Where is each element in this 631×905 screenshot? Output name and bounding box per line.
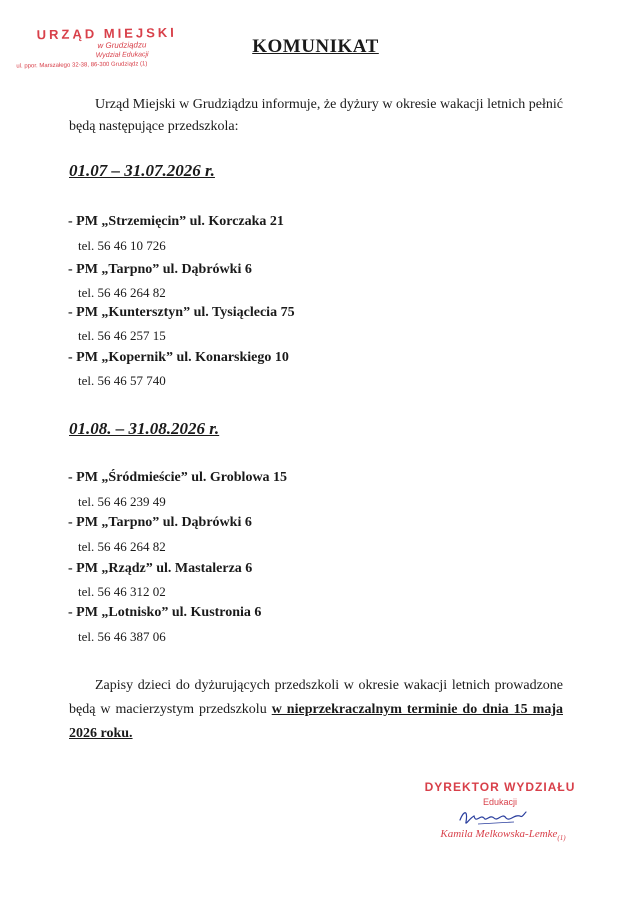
kindergarten-phone: tel. 56 46 264 82 xyxy=(78,539,166,554)
kindergarten-phone: tel. 56 46 312 02 xyxy=(78,584,166,599)
stamp-line-city: w Grudziądzu xyxy=(97,40,147,51)
closing-paragraph xyxy=(69,674,563,746)
stamp-department: Edukacji xyxy=(482,797,518,807)
closing-text: Zapisy dzieci do dyżurujących przedszkoli w okresie wakacji letnich prowadzone będą w macierzystym przedszkolu xyxy=(69,678,563,717)
stamp-line-office: URZĄD MIEJSKI xyxy=(36,24,177,43)
director-name: Kamila Melkowska-Lemke xyxy=(440,828,558,840)
kindergarten-item: - PM „Strzemięcin” ul. Korczaka 21 xyxy=(68,214,284,229)
stamp-line-department: Wydział Edukacji xyxy=(95,51,149,60)
kindergarten-item: - PM „Kopernik” ul. Konarskiego 10 xyxy=(68,350,289,365)
handwritten-signature xyxy=(458,806,528,828)
deadline-emphasis: w nieprzekraczalnym terminie do dnia 15 maja 2026 roku. xyxy=(69,702,563,741)
stamp-director-title: DYREKTOR WYDZIAŁU xyxy=(424,780,576,794)
kindergarten-item: - PM „Tarpno” ul. Dąbrówki 6 xyxy=(68,262,252,277)
kindergarten-phone: tel. 56 46 239 49 xyxy=(78,494,166,509)
kindergarten-item: - PM „Tarpno” ul. Dąbrówki 6 xyxy=(68,515,252,530)
kindergarten-phone: tel. 56 46 10 726 xyxy=(78,238,166,253)
kindergarten-item: - PM „Śródmieście” ul. Groblowa 15 xyxy=(68,470,288,485)
stamp-suffix: (1) xyxy=(557,834,566,843)
kindergarten-item: - PM „Rządz” ul. Mastalerza 6 xyxy=(68,561,253,576)
period-july-heading: 01.07 – 31.07.2026 r. xyxy=(69,161,215,180)
document-title: KOMUNIKAT xyxy=(252,36,379,57)
kindergarten-phone: tel. 56 46 387 06 xyxy=(78,629,166,644)
kindergarten-item: - PM „Kuntersztyn” ul. Tysiąclecia 75 xyxy=(68,305,295,320)
kindergarten-phone: tel. 56 46 257 15 xyxy=(78,328,166,343)
stamp-line-address: ul. ppor. Marszałego 32-38, 86-300 Grudziądz (1) xyxy=(16,61,148,70)
stamp-director-name xyxy=(426,828,580,842)
kindergarten-phone: tel. 56 46 264 82 xyxy=(78,285,166,300)
period-august-heading: 01.08. – 31.08.2026 r. xyxy=(69,419,220,438)
intro-paragraph: Urząd Miejski w Grudziądzu informuje, że dyżury w okresie wakacji letnich pełnić będą następujące przedszkola: xyxy=(69,97,563,134)
kindergarten-item: - PM „Lotnisko” ul. Kustronia 6 xyxy=(68,605,262,620)
kindergarten-phone: tel. 56 46 57 740 xyxy=(78,373,166,388)
